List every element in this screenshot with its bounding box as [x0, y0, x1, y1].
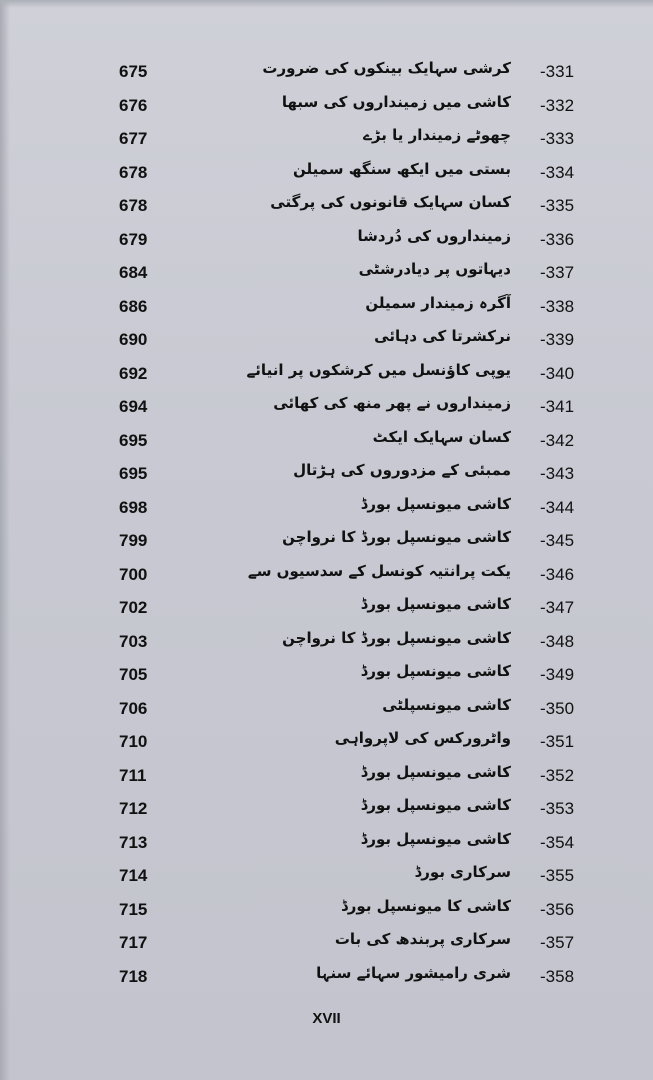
- toc-title: کاشی میں زمینداروں کی سبھا: [281, 92, 511, 111]
- toc-title: زمینداروں کی دُردشا: [357, 226, 511, 245]
- toc-entry-number: -348: [540, 631, 575, 651]
- toc-title: کاشی میونسپل بورڈ کا نرواچن: [282, 528, 511, 546]
- toc-page-number: 684: [119, 263, 148, 282]
- toc-page-number: 713: [119, 832, 148, 852]
- toc-page-number: 710: [119, 732, 148, 751]
- toc-row: [0, 695, 653, 729]
- page-top-shadow: [0, 0, 653, 8]
- toc-row: [0, 92, 653, 126]
- toc-row: [0, 527, 653, 561]
- toc-page-number: 715: [119, 899, 148, 919]
- toc-title: سرکاری بورڈ: [414, 863, 511, 881]
- toc-title: کسان سہایک قانونوں کی پرگتی: [270, 193, 511, 211]
- toc-title: کاشی میونسپل بورڈ: [360, 494, 511, 513]
- toc-entry-number: -336: [540, 229, 575, 249]
- toc-row: [0, 829, 653, 863]
- toc-row: [0, 862, 653, 896]
- toc-page-number: 799: [119, 531, 148, 550]
- toc-row: [0, 661, 653, 695]
- toc-title: چھوٹے زمیندار یا بڑے: [363, 126, 511, 144]
- toc-entry-number: -352: [540, 765, 575, 785]
- toc-title: کاشی میونسپل بورڈ: [360, 662, 511, 680]
- toc-title: نرکشرتا کی دہائی: [374, 327, 511, 345]
- toc-title: بستی میں ایکھ سنگھ سمیلن: [292, 159, 511, 178]
- toc-row: [0, 259, 653, 293]
- toc-entry-number: -346: [540, 564, 575, 584]
- toc-title: کسان سہایک ایکٹ: [372, 427, 511, 446]
- toc-entry-number: -340: [540, 363, 575, 383]
- toc-row: [0, 427, 653, 461]
- toc-title: دیہاتوں پر دیادرشٹی: [358, 260, 511, 278]
- toc-row: [0, 929, 653, 963]
- toc-page-number: 705: [119, 665, 148, 684]
- toc-title: کاشی میونسپل بورڈ: [360, 796, 511, 814]
- toc-page-number: 692: [119, 363, 148, 383]
- toc-row: [0, 360, 653, 394]
- toc-entry-number: -339: [540, 330, 575, 349]
- toc-title: کرشی سہایک بینکوں کی ضرورت: [262, 59, 511, 77]
- toc-row: [0, 326, 653, 360]
- toc-page-number: 717: [119, 933, 148, 952]
- toc-entry-number: -345: [540, 531, 575, 550]
- page-footer-number: XVII: [312, 1010, 341, 1027]
- toc-title: کاشی میونسپل بورڈ: [360, 829, 511, 848]
- toc-row: [0, 125, 653, 159]
- toc-entry-number: -333: [540, 129, 575, 148]
- toc-title: شری رامیشور سہائے سنہا: [316, 963, 511, 982]
- toc-page-number: 718: [119, 966, 148, 986]
- toc-entry-number: -354: [540, 832, 575, 852]
- toc-title: واٹرورکس کی لاپرواہی: [334, 729, 511, 747]
- toc-title: یوپی کاؤنسل میں کرشکوں پر انیائے: [246, 360, 511, 379]
- toc-title: آگرہ زمیندار سمیلن: [365, 293, 511, 312]
- toc-page-number: 677: [119, 129, 148, 148]
- toc-row: [0, 628, 653, 662]
- toc-row: [0, 192, 653, 226]
- toc-page-number: 675: [119, 62, 148, 81]
- toc-entry-number: -337: [540, 263, 575, 282]
- toc-row: [0, 561, 653, 595]
- toc-row: [0, 896, 653, 930]
- table-of-contents: [0, 58, 653, 996]
- toc-entry-number: -344: [540, 497, 575, 517]
- toc-page-number: 698: [119, 497, 148, 517]
- toc-entry-number: -349: [540, 665, 575, 684]
- toc-entry-number: -335: [540, 196, 575, 215]
- toc-page-number: 702: [119, 598, 148, 617]
- toc-row: [0, 594, 653, 628]
- toc-entry-number: -351: [540, 732, 575, 751]
- toc-row: [0, 293, 653, 327]
- toc-title: سرکاری پربندھ کی بات: [334, 930, 511, 948]
- toc-title: یکت پرانتیہ کونسل کے سدسیوں سے: [247, 561, 511, 580]
- toc-entry-number: -353: [540, 799, 575, 818]
- toc-page-number: 695: [119, 430, 148, 450]
- toc-row: [0, 58, 653, 92]
- toc-entry-number: -341: [540, 397, 575, 416]
- toc-entry-number: -343: [540, 464, 575, 483]
- toc-title: کاشی میونسپل بورڈ: [360, 595, 511, 613]
- toc-entry-number: -347: [540, 598, 575, 617]
- toc-page-number: 695: [119, 464, 148, 483]
- toc-page-number: 694: [119, 397, 148, 416]
- toc-page-number: 711: [119, 765, 147, 785]
- toc-row: [0, 963, 653, 997]
- toc-entry-number: -342: [540, 430, 575, 450]
- toc-title: کاشی میونسپل بورڈ: [360, 762, 511, 781]
- toc-title: ممبئی کے مزدوروں کی ہڑتال: [293, 461, 511, 479]
- toc-row: [0, 393, 653, 427]
- toc-row: [0, 460, 653, 494]
- toc-entry-number: -334: [540, 162, 575, 182]
- toc-page-number: 679: [119, 229, 148, 249]
- toc-row: [0, 795, 653, 829]
- toc-entry-number: -331: [540, 62, 575, 81]
- toc-title: کاشی میونسپلٹی: [382, 695, 511, 714]
- toc-page-number: 676: [119, 95, 148, 115]
- toc-entry-number: -338: [540, 296, 575, 316]
- toc-entry-number: -355: [540, 866, 575, 885]
- toc-entry-number: -350: [540, 698, 575, 718]
- toc-page-number: 700: [119, 564, 148, 584]
- toc-row: [0, 159, 653, 193]
- toc-page-number: 678: [119, 196, 148, 215]
- toc-entry-number: -356: [540, 899, 575, 919]
- toc-page-number: 706: [119, 698, 148, 718]
- toc-entry-number: -358: [540, 966, 575, 986]
- toc-row: [0, 762, 653, 796]
- toc-page-number: 712: [119, 799, 148, 818]
- toc-title: کاشی کا میونسپل بورڈ: [341, 896, 511, 915]
- toc-row: [0, 226, 653, 260]
- toc-page-number: 686: [119, 296, 148, 316]
- toc-page-number: 690: [119, 330, 148, 349]
- toc-title: زمینداروں نے پھر منھ کی کھائی: [273, 394, 511, 412]
- toc-row: [0, 494, 653, 528]
- toc-row: [0, 728, 653, 762]
- toc-title: کاشی میونسپل بورڈ کا نرواچن: [282, 628, 511, 647]
- toc-page-number: 714: [119, 866, 148, 885]
- toc-entry-number: -357: [540, 933, 575, 952]
- toc-entry-number: -332: [540, 95, 575, 115]
- toc-page-number: 703: [119, 631, 148, 651]
- toc-page-number: 678: [119, 162, 148, 182]
